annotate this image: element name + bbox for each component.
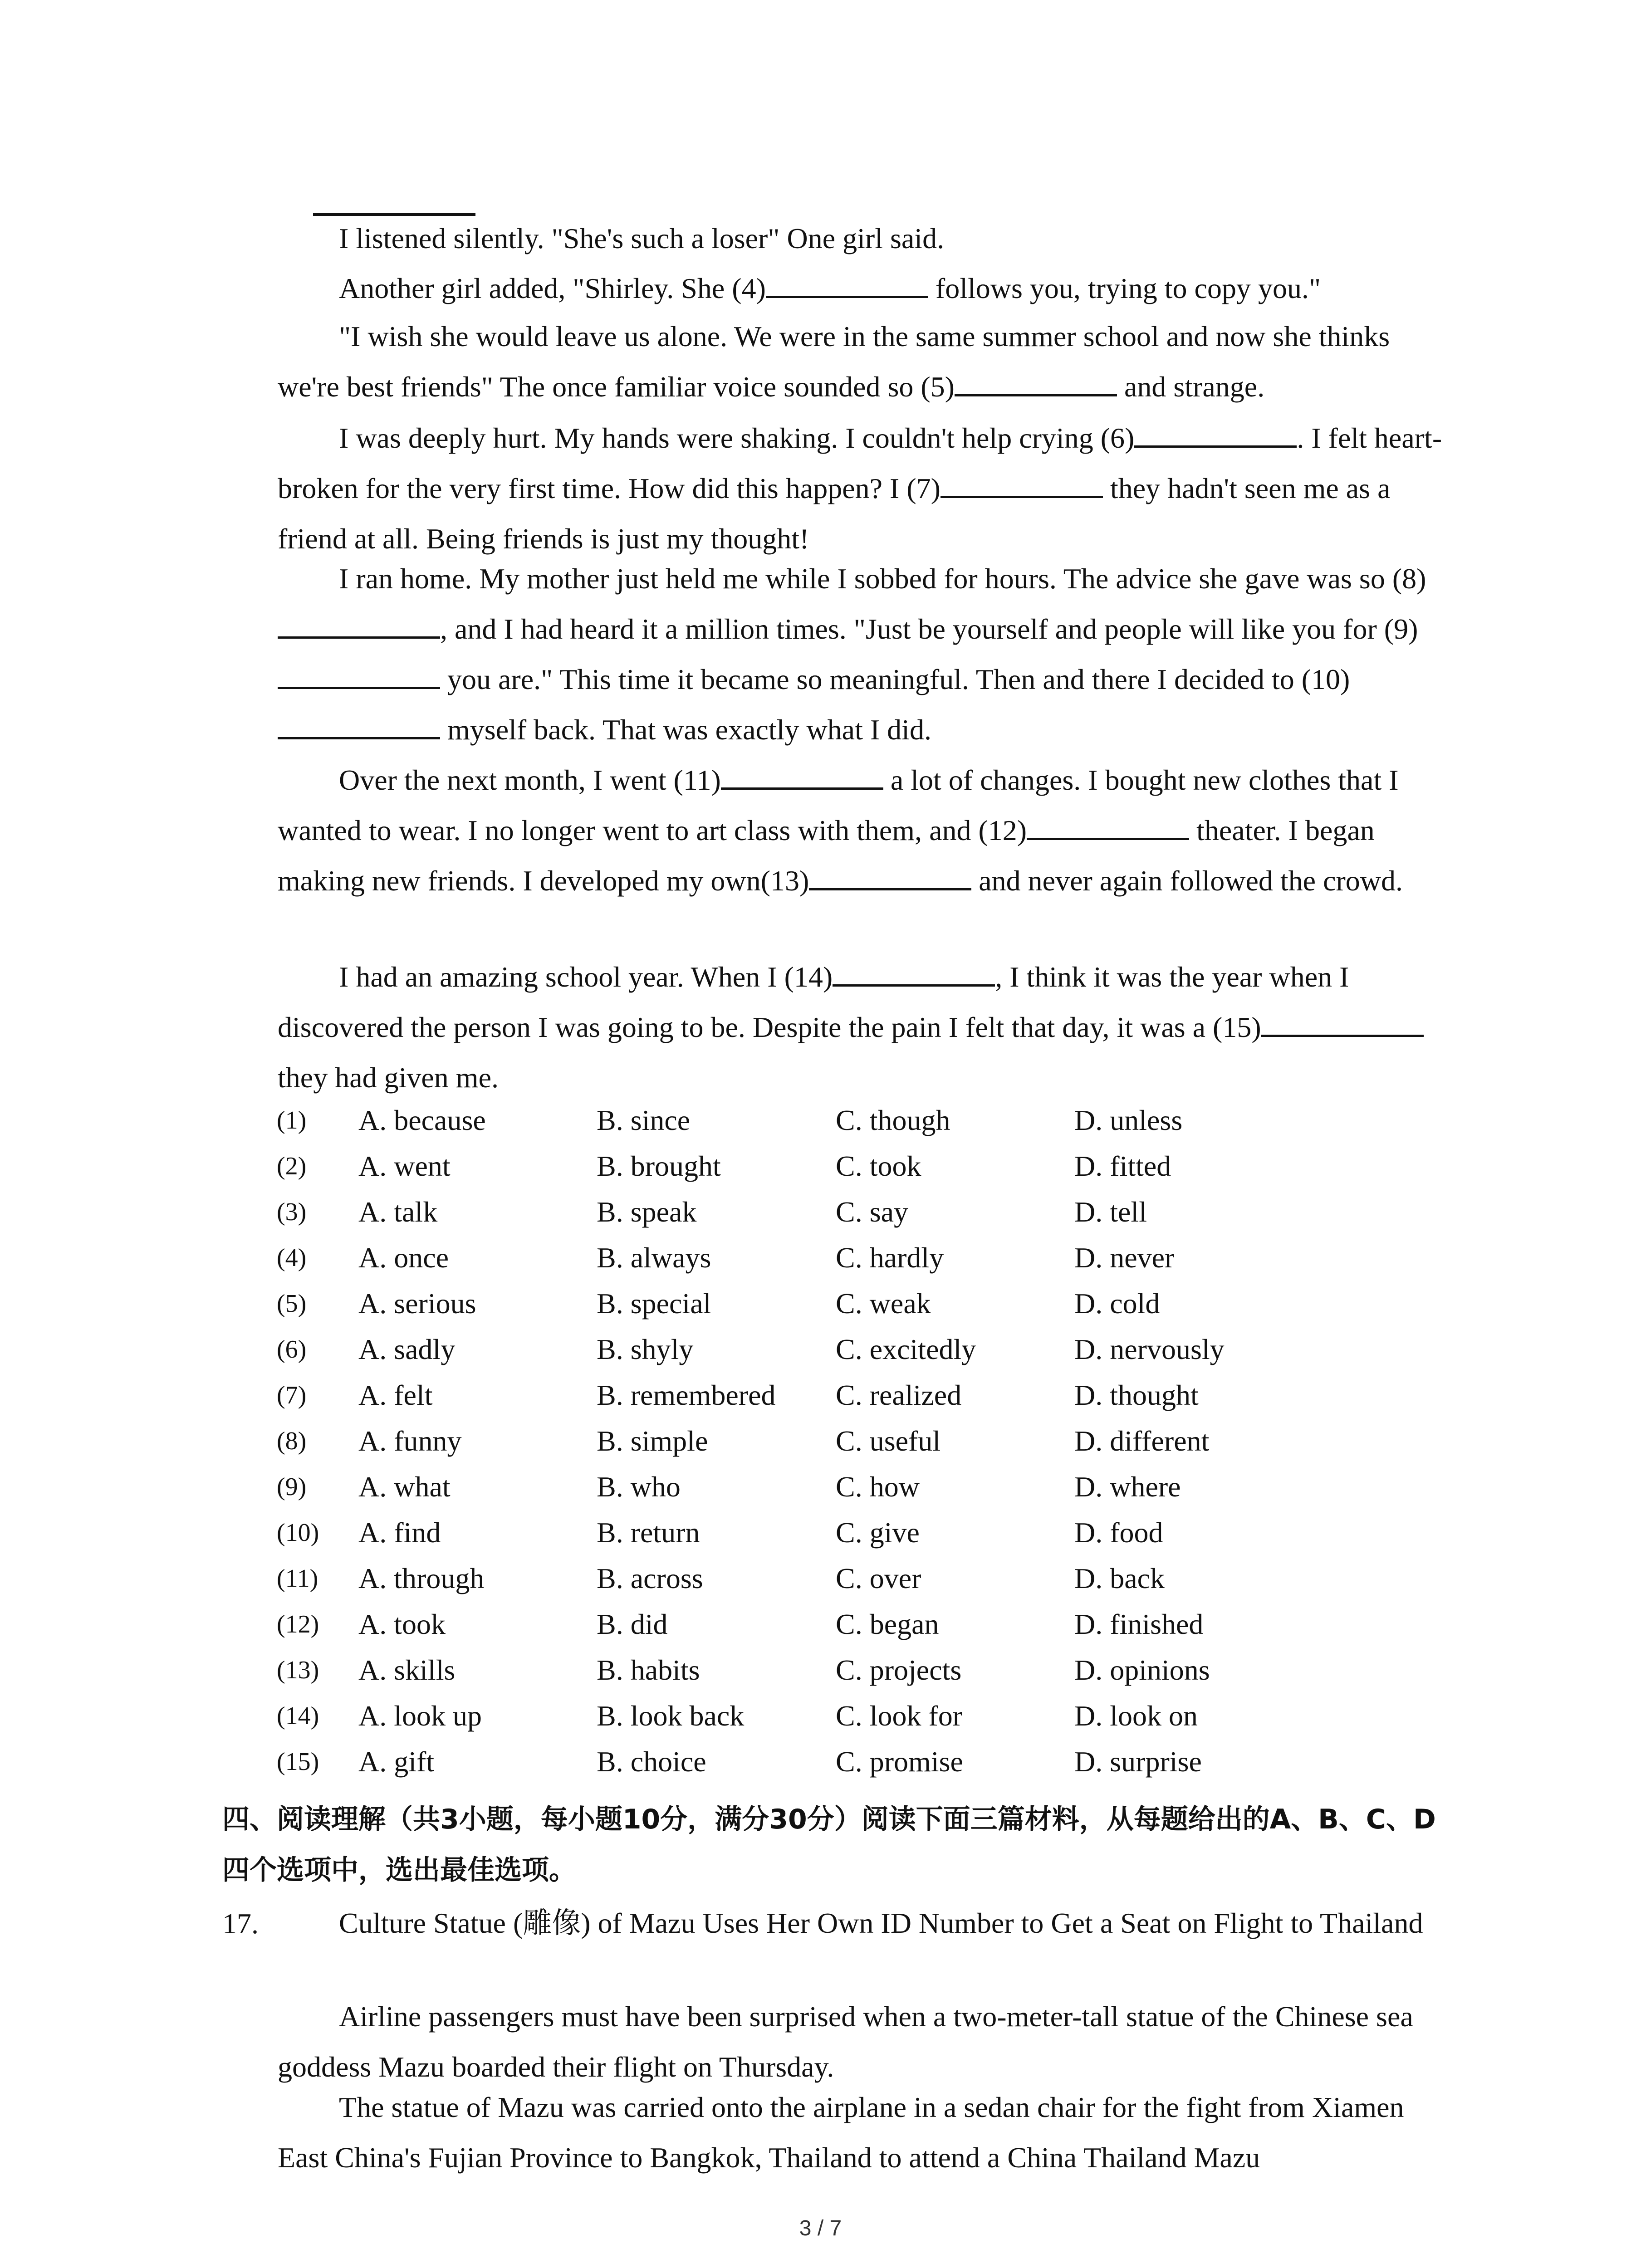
option-number: (3) [277, 1198, 307, 1226]
option-b: B. across [597, 1562, 703, 1594]
option-c: C. say [836, 1196, 908, 1228]
answer-blank [1027, 811, 1189, 840]
answer-blank [278, 610, 440, 639]
option-number: (11) [277, 1564, 318, 1593]
passage-paragraph [278, 553, 1457, 755]
option-a: A. through [358, 1562, 485, 1594]
section-heading: 四、阅读理解（共3小题，每小题10分，满分30分）阅读下面三篇材料，从每题给出的A、B、C、D四个选项中，选出最佳选项。 [222, 1804, 1436, 1886]
option-row [277, 1464, 1456, 1510]
page-number: 3 / 7 [799, 2216, 842, 2240]
option-b: B. choice [597, 1745, 706, 1778]
passage-text: follows you, trying to copy you." [928, 272, 1321, 304]
option-d: D. nervously [1074, 1333, 1225, 1365]
option-d: D. thought [1074, 1379, 1199, 1411]
option-d: D. finished [1074, 1608, 1204, 1640]
answer-blank [721, 761, 883, 790]
passage-text: , I think it was the year when I discovered the person I was going to be. Despite the pain I felt that day, it was a (15) [278, 961, 1349, 1043]
option-a: A. look up [358, 1700, 482, 1732]
option-row [277, 1556, 1456, 1601]
option-b: B. special [597, 1287, 711, 1320]
passage-text: they hadn't seen me as a friend at all. Being friends is just my thought! [278, 472, 1391, 555]
option-c: C. give [836, 1516, 920, 1549]
passage-paragraph [278, 311, 1457, 412]
option-number: (12) [277, 1610, 319, 1638]
answer-blank [941, 469, 1103, 498]
option-number: (14) [277, 1702, 319, 1730]
passage-text: Over the next month, I went (11) [339, 764, 721, 796]
option-c: C. over [836, 1562, 921, 1594]
passage-paragraph [278, 952, 1457, 1103]
question-number: 17. [222, 1907, 259, 1940]
option-number: (6) [277, 1335, 307, 1364]
option-c: C. look for [836, 1700, 963, 1732]
option-number: (15) [277, 1748, 319, 1776]
option-d: D. look on [1074, 1700, 1198, 1732]
option-c: C. how [836, 1471, 920, 1503]
passage-paragraph [278, 213, 1457, 264]
question-title: Culture Statue (雕像) of Mazu Uses Her Own ID Number to Get a Seat on Flight to Thailand [339, 1907, 1423, 1939]
option-number: (13) [277, 1656, 319, 1684]
option-b: B. brought [597, 1150, 721, 1182]
option-c: C. began [836, 1608, 939, 1640]
passage-text: I listened silently. "She's such a loser" One girl said. [339, 222, 945, 254]
option-a: A. funny [358, 1425, 462, 1457]
option-d: D. cold [1074, 1287, 1160, 1320]
passage-text: . I felt heart-broken for the very first time. How did this happen? I (7) [278, 422, 1442, 504]
option-a: A. gift [358, 1745, 435, 1778]
option-d: D. surprise [1074, 1745, 1202, 1778]
option-a: A. once [358, 1242, 449, 1274]
option-b: B. did [597, 1608, 668, 1640]
passage-text: I had an amazing school year. When I (14) [339, 961, 833, 993]
passage-text: theater. I began making new friends. I developed my own(13) [278, 814, 1375, 897]
option-row [277, 1693, 1456, 1739]
option-c: C. excitedly [836, 1333, 976, 1365]
option-c: C. realized [836, 1379, 962, 1411]
option-a: A. because [358, 1104, 486, 1136]
option-number: (4) [277, 1244, 307, 1272]
option-number: (2) [277, 1152, 307, 1180]
passage-text: I was deeply hurt. My hands were shaking. I couldn't help crying (6) [339, 422, 1135, 454]
option-a: A. what [358, 1471, 451, 1503]
option-row [277, 1189, 1456, 1235]
option-b: B. look back [597, 1700, 745, 1732]
answer-blank [955, 368, 1117, 396]
option-row [277, 1235, 1456, 1281]
option-b: B. speak [597, 1196, 697, 1228]
option-c: C. promise [836, 1745, 963, 1778]
option-a: A. felt [358, 1379, 433, 1411]
option-row [277, 1373, 1456, 1418]
option-c: C. hardly [836, 1242, 944, 1274]
option-b: B. remembered [597, 1379, 776, 1411]
option-number: (9) [277, 1473, 307, 1501]
passage-paragraph [278, 755, 1457, 906]
option-row [277, 1647, 1456, 1693]
answer-blank [1134, 419, 1297, 448]
option-b: B. habits [597, 1654, 700, 1686]
option-a: A. sadly [358, 1333, 456, 1365]
option-number: (5) [277, 1290, 307, 1318]
option-d: D. opinions [1074, 1654, 1210, 1686]
passage-text: "I wish she would leave us alone. We were in the same summer school and now she thinks we're best friends" The once familiar voice sounded so (5) [278, 320, 1390, 403]
option-c: C. weak [836, 1287, 931, 1320]
passage-text: and strange. [1117, 371, 1265, 403]
option-number: (8) [277, 1427, 307, 1455]
answer-blank [278, 711, 440, 739]
passage-paragraph: Airline passengers must have been surprised when a two-meter-tall statue of the Chinese sea goddess Mazu boarded their flight on Thursday. [278, 2000, 1413, 2083]
option-number: (1) [277, 1106, 307, 1134]
option-row [277, 1281, 1456, 1326]
passage-paragraph [278, 413, 1457, 564]
answer-blank [833, 958, 995, 987]
option-row [277, 1327, 1456, 1372]
option-d: D. where [1074, 1471, 1181, 1503]
option-row [277, 1144, 1456, 1189]
passage-text: myself back. That was exactly what I did. [440, 714, 931, 746]
option-a: A. talk [358, 1196, 438, 1228]
option-c: C. projects [836, 1654, 962, 1686]
option-c: C. took [836, 1150, 921, 1182]
option-d: D. food [1074, 1516, 1163, 1549]
passage-text: and never again followed the crowd. [971, 865, 1403, 897]
option-d: D. fitted [1074, 1150, 1171, 1182]
option-b: B. simple [597, 1425, 708, 1457]
option-d: D. back [1074, 1562, 1165, 1594]
passage-text: Another girl added, "Shirley. She (4) [339, 272, 766, 304]
option-row [277, 1418, 1456, 1464]
option-d: D. tell [1074, 1196, 1147, 1228]
passage-text: I ran home. My mother just held me while I sobbed for hours. The advice she gave was so (8) [339, 562, 1426, 595]
option-b: B. who [597, 1471, 681, 1503]
answer-blank [1261, 1008, 1424, 1037]
passage-paragraph: The statue of Mazu was carried onto the airplane in a sedan chair for the fight from Xiamen East China's Fujian Province to Bangkok, Thailand to attend a China Thailand Mazu [278, 2091, 1404, 2174]
passage-text: they had given me. [278, 1061, 499, 1094]
option-row [277, 1098, 1456, 1143]
option-row [277, 1739, 1456, 1784]
option-a: A. took [358, 1608, 446, 1640]
answer-blank [809, 862, 971, 890]
option-a: A. went [358, 1150, 451, 1182]
option-b: B. return [597, 1516, 700, 1549]
option-a: A. find [358, 1516, 441, 1549]
option-a: A. serious [358, 1287, 476, 1320]
option-a: A. skills [358, 1654, 456, 1686]
option-d: D. never [1074, 1242, 1175, 1274]
answer-blank [766, 269, 928, 298]
passage-paragraph [278, 263, 1457, 313]
passage-text: , and I had heard it a million times. "Just be yourself and people will like you for (9) [440, 613, 1418, 645]
option-d: D. different [1074, 1425, 1210, 1457]
option-number: (10) [277, 1519, 319, 1547]
option-c: C. though [836, 1104, 950, 1136]
option-b: B. shyly [597, 1333, 694, 1365]
option-b: B. always [597, 1242, 711, 1274]
option-b: B. since [597, 1104, 691, 1136]
option-number: (7) [277, 1381, 307, 1409]
option-c: C. useful [836, 1425, 941, 1457]
option-d: D. unless [1074, 1104, 1183, 1136]
answer-blank [278, 660, 440, 689]
option-row [277, 1510, 1456, 1555]
passage-text: you are." This time it became so meaningful. Then and there I decided to (10) [440, 663, 1350, 695]
option-row [277, 1602, 1456, 1647]
passage-text: a lot of changes. I bought new clothes that I wanted to wear. I no longer went to art class with them, and (12) [278, 764, 1399, 846]
